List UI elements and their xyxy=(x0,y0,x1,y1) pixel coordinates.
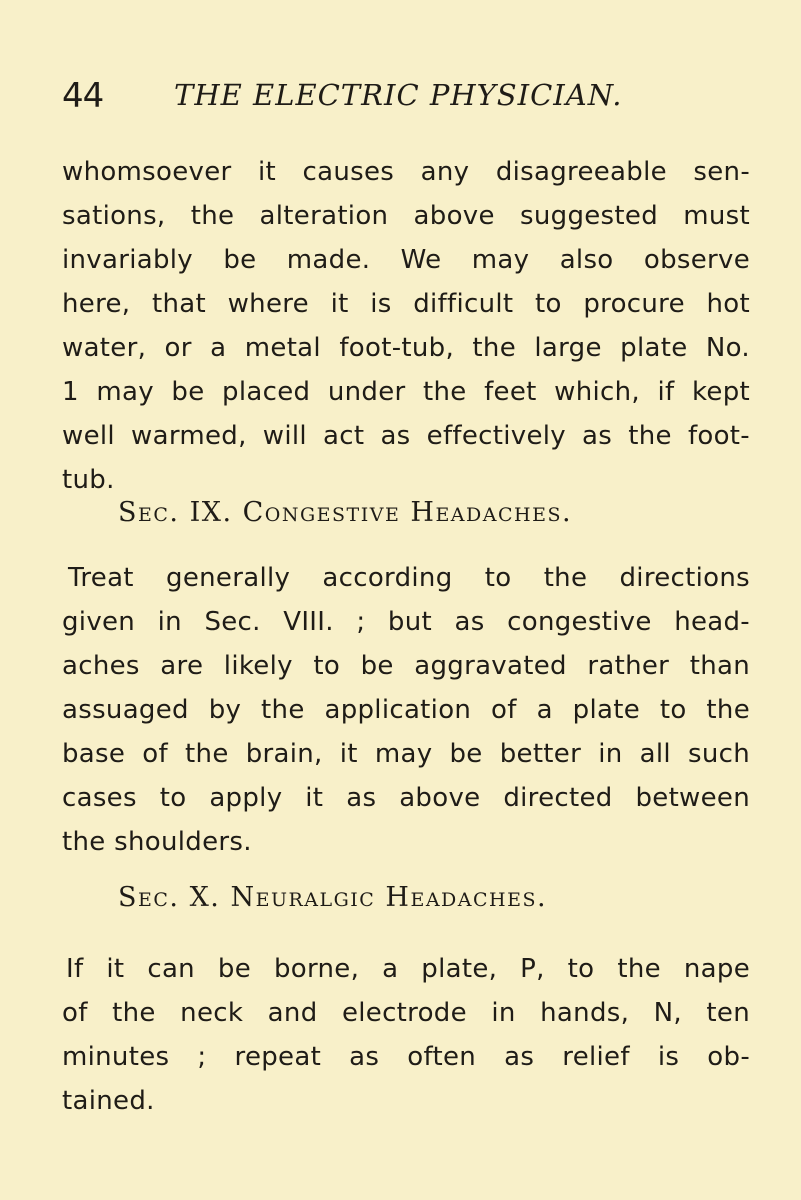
text-line: tained. xyxy=(62,1086,155,1116)
text-line: cases to apply it as above directed between xyxy=(62,783,750,813)
text-line: aches are likely to be aggravated rather than xyxy=(62,651,750,681)
paragraph-intro xyxy=(62,150,750,502)
paragraph-neuralgic-headaches xyxy=(62,947,750,1123)
running-title: THE ELECTRIC PHYSICIAN. xyxy=(174,78,623,112)
text-line: invariably be made. We may also observe xyxy=(62,245,750,275)
text-line: minutes ; repeat as often as relief is ob- xyxy=(62,1042,750,1072)
text-line: water, or a metal foot-tub, the large plate No. xyxy=(62,333,750,363)
page-header xyxy=(62,74,762,124)
page-number: 44 xyxy=(62,76,104,116)
text-line: Treat generally according to the directions xyxy=(68,563,750,593)
paragraph-congestive-headaches xyxy=(62,556,750,864)
text-line: the shoulders. xyxy=(62,827,252,857)
text-line: of the neck and electrode in hands, N, ten xyxy=(62,998,750,1028)
text-line: base of the brain, it may be better in all such xyxy=(62,739,750,769)
section-heading-neuralgic-headaches: Sec. X. Neuralgic Headaches. xyxy=(118,882,548,913)
text-line: whomsoever it causes any disagreeable sen- xyxy=(62,157,750,187)
section-heading-congestive-headaches: Sec. IX. Congestive Headaches. xyxy=(118,497,573,528)
text-line: If it can be borne, a plate, P, to the nape xyxy=(66,954,750,984)
text-line: 1 may be placed under the feet which, if kept xyxy=(62,377,750,407)
text-line: assuaged by the application of a plate to the xyxy=(62,695,750,725)
text-line: well warmed, will act as effectively as the foot- xyxy=(62,421,750,451)
text-line: here, that where it is difficult to procure hot xyxy=(62,289,750,319)
text-line: given in Sec. VIII. ; but as congestive head- xyxy=(62,607,750,637)
text-line: sations, the alteration above suggested must xyxy=(62,201,750,231)
text-line: tub. xyxy=(62,465,115,495)
